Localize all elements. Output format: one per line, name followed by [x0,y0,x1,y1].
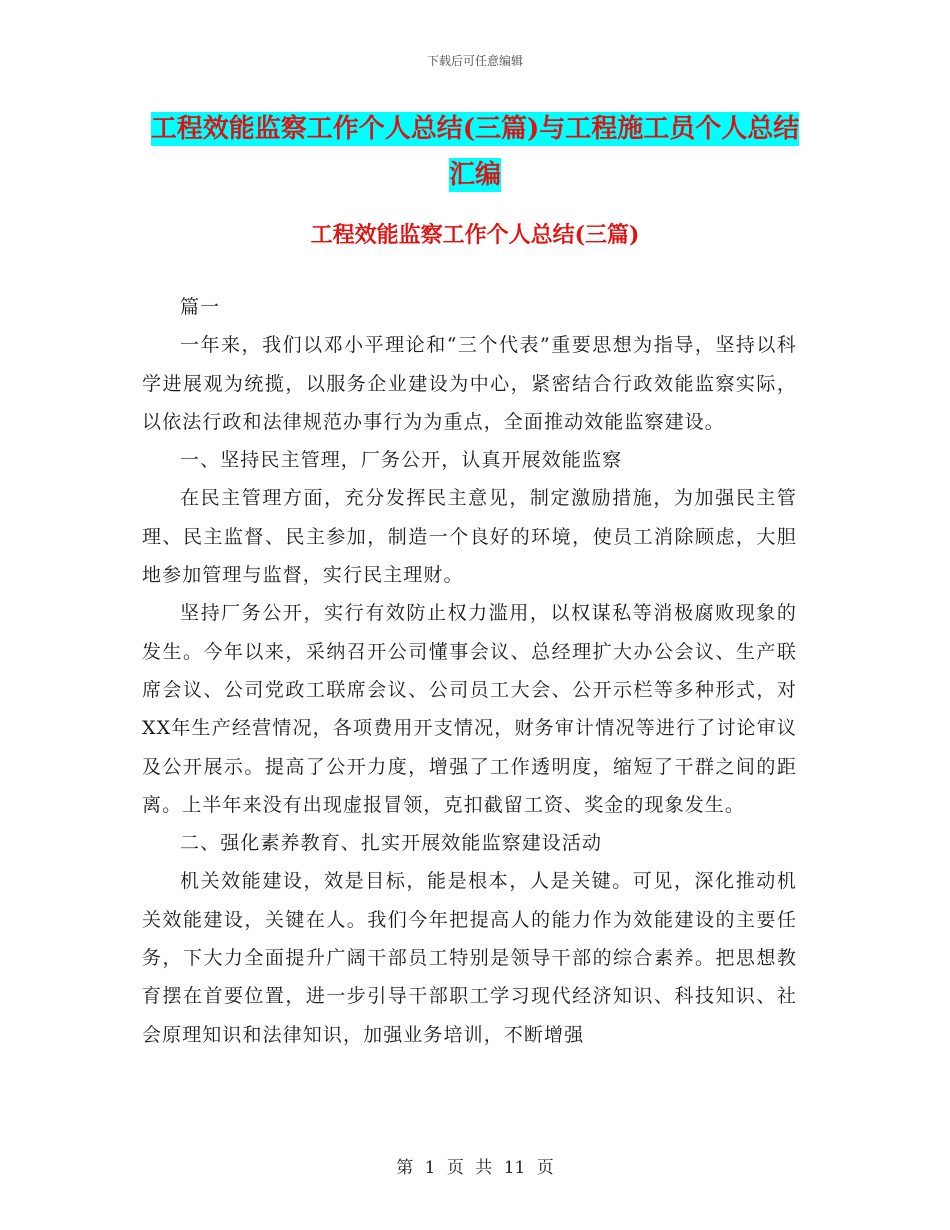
section-heading: 二、强化素养教育、扎实开展效能监察建设活动 [180,832,603,855]
page-number: 第 1 页 共 11 页 [396,1158,554,1178]
body-paragraph: 一年来，我们以邓小平理论和“三个代表”重要思想为指导，坚持以科学进展观为统揽，以服务企业建设为中心，紧密结合行政效能监察实际，以依法行政和法律规范办事行为为重点，全面推动效能监察建设。 [142,334,797,433]
document-title-text: 工程效能监察工作个人总结(三篇)与工程施工员个人总结汇编 [150,114,800,190]
page-header-note: 下载后可任意编辑 [426,54,523,68]
body-paragraph: 机关效能建设，效是目标，能是根本，人是关键。可见，深化推动机关效能建设，关键在人。我们今年把提高人的能力作为效能建设的主要任务，下大力全面提升广阔干部员工特别是领导干部的综合素养。把思想教育摆在首要位置，进一步引导干部职工学习现代经济知识、科技知识、社会原理知识和法律知识，加强业务培训，不断增强 [142,870,797,1046]
section-heading: 一、坚持民主管理，厂务公开，认真开展效能监察 [180,449,623,472]
body-paragraph: 坚持厂务公开，实行有效防止权力滥用，以权谋私等消极腐败现象的发生。今年以来，采纳召开公司懂事会议、总经理扩大办公会议、生产联席会议、公司党政工联席会议、公司员工大会、公开示栏等多种形式，对XX年生产经营情况，各项费用开支情况，财务审计情况等进行了讨论审议及公开展示。提高了公开力度，增强了工作透明度，缩短了干群之间的距离。上半年来没有出现虚报冒领，克扣截留工资、奖金的现象发生。 [142,602,797,816]
document-body [142,288,797,1054]
section-label: 篇一 [180,296,221,318]
document-title [150,106,800,198]
body-paragraph: 在民主管理方面，充分发挥民主意见，制定激励措施，为加强民主管理、民主监督、民主参加，制造一个良好的环境，使员工消除顾虑，大胆地参加管理与监督，实行民主理财。 [142,487,797,587]
document-subtitle: 工程效能监察工作个人总结(三篇) [310,222,640,248]
